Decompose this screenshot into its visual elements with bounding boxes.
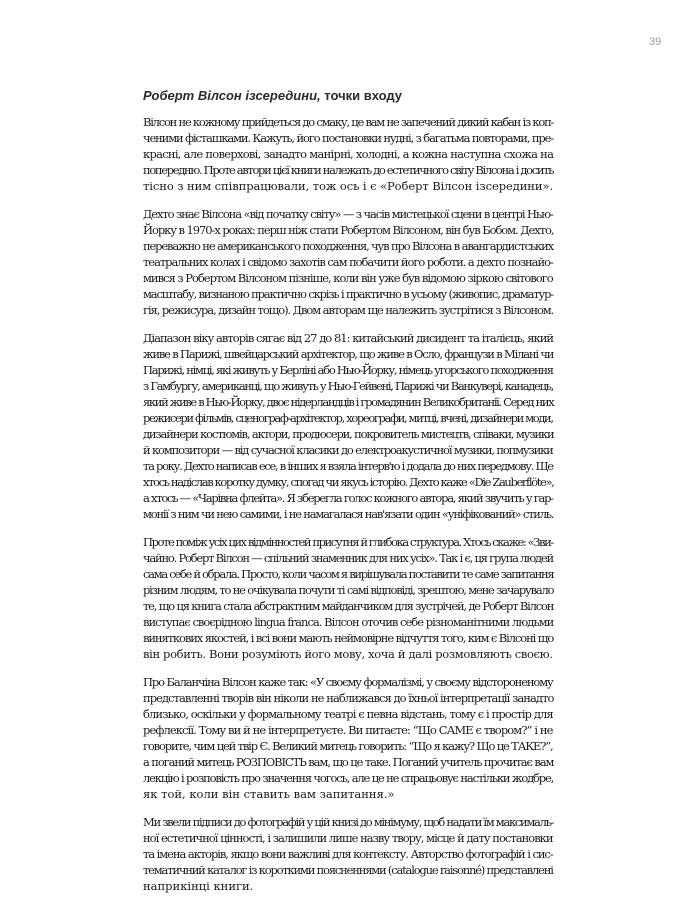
text-line: він робить. Вони розуміють його мову, хоча й далі розмовляють своєю. xyxy=(143,647,553,661)
text-line: з Гамбургу, американці, що живуть у Нью-Гейвені, Парижі чи Ванкувері, канадець, xyxy=(143,379,553,393)
heading-title: Роберт Вілсон ізсередини, xyxy=(143,88,321,103)
text-line: Йорку в 1970-х роках: перш ніж стати Робертом Вілсоном, він був Бобом. Дехто, xyxy=(143,223,554,237)
text-line: дизайнери костюмів, актори, продюсери, покровитель мистецтв, співаки, музики xyxy=(143,427,554,441)
text-line: та року. Дехто написав есе, в інших я взяла інтерв'ю і додала до них передмову. Ще xyxy=(143,459,553,473)
paragraph xyxy=(143,674,553,802)
text-line: Проте поміж усіх цих відмінностей присутня й глибока структура. Хтось скаже: «Зви- xyxy=(143,535,553,549)
text-line: Парижі, німці, які живуть у Берліні або Нью-Йорку, німець угорського походження xyxy=(143,363,553,377)
text-line: Діапазон віку авторів сягає від 27 до 81: китайський дисидент та італієць, який xyxy=(143,331,554,345)
paragraph xyxy=(143,206,553,318)
paragraph xyxy=(143,534,553,662)
text-line: Про Баланчіна Вілсон каже так: «У своєму формалізмі, у своєму відстороненому xyxy=(143,675,553,689)
text-line: режисери фільмів, сценограф-архітектор, хореографи, митці, вчені, дизайнери моди, xyxy=(143,411,553,425)
text-line: сама себе й обрала. Просто, коли часом я вирішувала поставити те саме запитання xyxy=(143,567,554,581)
text-line: чайно. Роберт Вілсон — спільний знаменник для них усіх». Так і є, ця група людей xyxy=(143,551,553,565)
text-line: переважно не американського походження, чув про Вілсона в авангардистських xyxy=(143,239,553,253)
text-line: тісно з ним співпрацювали, тож ось і є «Роберт Вілсон ізсередини». xyxy=(143,179,554,193)
text-line: рефлексії. Тому ви й не інтерпретуєте. Ви питаєте: “Що САМЕ є твором?” і не xyxy=(143,723,553,737)
text-line: лекцію і розповість про значення чогось, але це не спрацьовує настільки жодбре, xyxy=(143,771,554,785)
text-line: говорите, чим цей твір Є. Великий митець говорить: “Що я кажу? Що це ТАКЕ?”, xyxy=(143,739,553,753)
text-line: тематичний каталог із короткими поясненнями (catalogue raisonné) представлені xyxy=(143,863,553,877)
text-line: виняткових якостей, і всі вони мають неймовірне відчуття того, ким є Вілсоні що xyxy=(143,631,554,645)
text-line: мився з Робертом Вілсоном пізніше, коли він уже був відомою зіркою світового xyxy=(143,271,553,285)
text-line: хтось надіслав коротку думку, спогад чи якусь історію. Дехто каже «Die Zauberflöte», xyxy=(143,475,554,489)
text-line: Вілсон не кожному прийдеться до смаку, це вам не запечений дикий кабан із коп- xyxy=(143,115,554,129)
text-line: масштабу, визнаною практично скрізь і практично в усьому (живопис, драматур- xyxy=(143,287,553,301)
text-line: а хтось — «Чарівна флейта». Я зберегла голос кожного автора, який звучить у гар- xyxy=(143,491,553,505)
text-line: як той, коли він ставить вам запитання.» xyxy=(143,787,395,801)
text-line: представленні творів він ніколи не наближався до їхньої інтерпретації занадто xyxy=(143,691,554,705)
text-line: гія, режисура, дизайн тощо). Двом авторам ще належить зустрітися з Вілсоном. xyxy=(143,303,554,317)
text-line: близько, оскільки у формальному театрі є певна відстань, тому є і простір для xyxy=(143,707,553,721)
text-line: красні, але поверхові, занадто манірні, холодні, а кожна наступна схожа на xyxy=(143,147,554,161)
paragraph xyxy=(143,814,553,894)
text-line: різним людям, то не очікувала почути ті самі відповіді, зрештою, мене зачарувало xyxy=(143,583,554,597)
text-line: Дехто знає Вілсона «від початку світу» — з часів мистецької сцени в центрі Нью- xyxy=(143,207,553,221)
text-line: ченими фісташками. Кажуть, його постановки нудні, з багатьма повторами, пре- xyxy=(143,131,554,145)
paragraph xyxy=(143,114,553,194)
text-line: наприкінці книги. xyxy=(143,879,254,893)
text-line: а поганий митець РОЗПОВІСТЬ вам, що це таке. Поганий учитель прочитає вам xyxy=(143,755,554,769)
text-line: й композитори — від сучасної класики до електроакустичної музики, попмузики xyxy=(143,443,553,457)
text-line: виступає своєрідною lingua franca. Вілсон оточив себе різноманітними людьми xyxy=(143,615,554,629)
text-line: живе в Парижі, швейцарський архітектор, що живе в Осло, французи в Мілані чи xyxy=(143,347,554,361)
text-line: та імена акторів, якщо вони важливі для контексту. Авторство фотографій і сис- xyxy=(143,847,553,861)
text-line: театральних колах і свідомо захотів сам побачити його роботи. а дехто познайо- xyxy=(143,255,553,269)
body-text xyxy=(143,114,553,906)
section-heading xyxy=(143,88,402,103)
text-line: який живе в Нью-Йорку, двоє нідерландців і громадянин Великобританії. Серед них xyxy=(143,395,554,409)
text-line: попередню. Проте автори цієї книги належать до естетичного світу Вілсона і досить xyxy=(143,163,554,177)
heading-subtitle: точки входу xyxy=(320,88,403,103)
page-number: 39 xyxy=(649,36,662,48)
text-line: монії з ним чи нею самими, і не намагалася нав'язати один «уніфікований» стиль. xyxy=(143,507,554,521)
text-line: ної естетичної цінності, і залишили лише назву твору, місце й дату постановки xyxy=(143,831,553,845)
paragraph xyxy=(143,330,553,522)
text-line: Ми звели підписи до фотографій у цій книзі до мінімуму, щоб надати їм максималь- xyxy=(143,815,554,829)
text-line: те, що ця книга стала абстрактним майданчиком для зустрічей, де Роберт Вілсон xyxy=(143,599,554,613)
